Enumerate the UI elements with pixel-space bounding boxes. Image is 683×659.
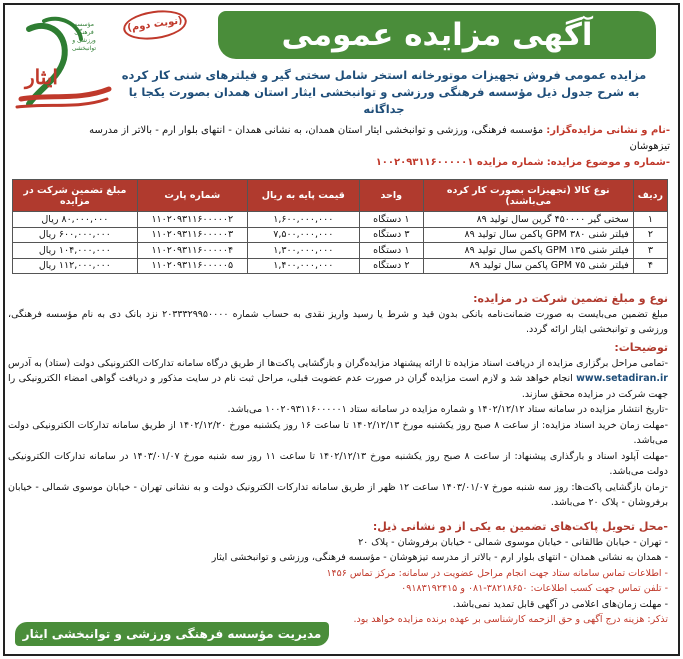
cell: ۳ دستگاه — [359, 227, 423, 243]
note-3: -مهلت زمان خرید اسناد مزایده: از ساعت ۸ صبح روز یکشنبه مورخ ۱۴۰۲/۱۲/۱۳ تا ساعت ۱۶ روز یکشنبه مورخ ۱۴۰۲/۱۲/۲۰ از طریق سامانه تدارکات الکترونیکی دولت می‌باشد. — [8, 419, 668, 446]
cell: ۸۰,۰۰۰,۰۰۰ ریال — [13, 212, 138, 228]
table-header-row — [13, 180, 668, 212]
logo-emblem-icon — [9, 9, 119, 113]
cell: ۱۱۰۲۰۹۳۱۱۶۰۰۰۰۰۵ — [137, 258, 247, 274]
organizer-value: مؤسسه فرهنگی، ورزشی و توانبخشی ایثار استان همدان، به نشانی همدان - انتهای بلوار ارم - بالاتر از مدرسه تیزهوشان — [89, 125, 670, 152]
cell: ۱ — [633, 212, 667, 228]
header — [5, 5, 678, 116]
deadline-note: - مهلت زمان‌های اعلامی در آگهی قابل تمدید نمی‌باشد. — [452, 598, 668, 610]
cell: فیلتر شنی ۳۸۰ GPM پاکمن سال تولید ۸۹ — [423, 227, 633, 243]
logo — [9, 9, 119, 113]
subject-label: -شماره و موضوع مزایده: — [546, 157, 670, 168]
setad-link[interactable]: www.setadiran.ir — [576, 373, 668, 384]
subtitle-line-1: مزایده عمومی فروش تجهیزات موتورخانه استخر شامل سختی گیر و فیلترهای شنی کار کرده — [121, 68, 647, 82]
col-part-number: شماره پارت — [137, 180, 247, 212]
cell: ۲ دستگاه — [359, 258, 423, 274]
note-1 — [8, 356, 668, 403]
logo-subtitle: مؤسسه فرهنگی ورزشی و توانبخشی — [71, 21, 97, 52]
organizer-info — [75, 123, 670, 171]
table-row — [13, 227, 668, 243]
cell: ۱۱۰۲۰۹۳۱۱۶۰۰۰۰۰۴ — [137, 243, 247, 259]
logo-text: ایثار — [25, 65, 58, 89]
cell: ۱۱۰۲۰۹۳۱۱۶۰۰۰۰۰۳ — [137, 227, 247, 243]
cell: ۱۱۲,۰۰۰,۰۰۰ ریال — [13, 258, 138, 274]
cell: ۱ دستگاه — [359, 212, 423, 228]
cell: سختی گیر ۴۵۰۰۰۰ گرین سال تولید ۸۹ — [423, 212, 633, 228]
notes-section — [8, 340, 668, 511]
notes-title: توضیحات: — [614, 341, 668, 354]
cell: ۱۰۴,۰۰۰,۰۰۰ ریال — [13, 243, 138, 259]
organizer-row — [75, 123, 670, 155]
note-5: -زمان بازگشایی پاکت‌ها: روز سه شنبه مورخ ۱۴۰۳/۰۱/۰۷ ساعت ۱۲ ظهر از طریق سامانه تدارکات الکترونیک دولت و به نشانی تهران - خیابان موسوی شمالی - خیابان برفروشان - پلاک ۲۰ می‌باشد. — [8, 481, 668, 508]
subtitle-line-2: به شرح جدول ذیل مؤسسه فرهنگی ورزشی و توانبخشی ایثار استان همدان بصورت یکجا یا جداگانه — [128, 85, 640, 116]
col-base-price: قیمت پایه به ریال — [247, 180, 359, 212]
col-row: ردیف — [633, 180, 667, 212]
col-unit: واحد — [359, 180, 423, 212]
col-guarantee: مبلغ تضمین شرکت در مزایده — [13, 180, 138, 212]
subtitle — [114, 67, 654, 118]
cell: ۱,۴۰۰,۰۰۰,۰۰۰ — [247, 258, 359, 274]
subject-row — [75, 155, 670, 171]
cell: ۱,۶۰۰,۰۰۰,۰۰۰ — [247, 212, 359, 228]
cell: ۶۰۰,۰۰۰,۰۰۰ ریال — [13, 227, 138, 243]
delivery-title: -محل تحویل پاکت‌های تضمین به یکی از دو نشانی ذیل: — [372, 520, 668, 533]
guarantee-section — [8, 291, 668, 338]
round-badge: (نوبت دوم) — [121, 7, 188, 44]
guarantee-title: نوع و مبلغ تضمین شرکت در مزایده: — [473, 292, 668, 305]
cell: ۷,۵۰۰,۰۰۰,۰۰۰ — [247, 227, 359, 243]
delivery-section — [8, 519, 668, 628]
cell: ۱۱۰۲۰۹۳۱۱۶۰۰۰۰۰۲ — [137, 212, 247, 228]
cell: ۴ — [633, 258, 667, 274]
organizer-label: -نام و نشانی مزایده‌گزار: — [546, 125, 670, 136]
cell: ۱,۳۰۰,۰۰۰,۰۰۰ — [247, 243, 359, 259]
cell: ۱ دستگاه — [359, 243, 423, 259]
table-row — [13, 243, 668, 259]
delivery-address-1: - تهران - خیابان طالقانی - خیابان موسوی شمالی - خیابان برفروشان - پلاک ۲۰ — [358, 536, 668, 548]
note-2: -تاریخ انتشار مزایده در سامانه ستاد ۱۴۰۲/۱۲/۱۲ و شماره مزایده در سامانه ستاد ۱۰۰۲۰۹۳۱۱۶۰۰۰۰۰۱ می‌باشد. — [227, 404, 668, 415]
note-4: -مهلت آپلود اسناد و بارگذاری پیشنهاد: از ساعت ۸ صبح روز یکشنبه مورخ ۱۴۰۲/۱۲/۱۳ تا ساعت ۱۱ روز سه شنبه مورخ ۱۴۰۳/۰۱/۰۷ در سامانه تدارکات الکترونیکی دولت می‌باشد. — [8, 450, 668, 477]
cell: فیلتر شنی ۷۵ GPM پاکمن سال تولید ۸۹ — [423, 258, 633, 274]
note-1-text: -تمامی مراحل برگزاری مزایده از دریافت اسناد مزایده تا ارائه پیشنهاد مزایده‌گران و بازگشایی پاکت‌ها از طریق درگاه سامانه تدارکات الکترونیکی دولت (ستاد) به آدرس — [8, 357, 668, 369]
delivery-address-2: - همدان به نشانی همدان - انتهای بلوار ارم - بالاتر از مدرسه تیزهوشان - مؤسسه فرهنگی، ورزشی و توانبخشی ایثار — [211, 552, 668, 563]
note-1b-text: انجام خواهد شد و لازم است مزایده گران در صورت عدم عضویت قبلی، مراحل ثبت نام در سایت مذکور و دریافت گواهی امضاء الکترونیکی را جهت شرکت در مزایده محقق سازند. — [8, 373, 668, 400]
col-item: نوع کالا (تجهیزات بصورت کار کرده می‌باشند) — [423, 180, 633, 212]
subject-value: شماره مزایده ۱۰۰۲۰۹۳۱۱۶۰۰۰۰۰۱ — [375, 157, 544, 168]
table-row — [13, 258, 668, 274]
advertisement-frame — [3, 3, 680, 656]
cell: فیلتر شنی ۱۳۵ GPM پاکمن سال تولید ۸۹ — [423, 243, 633, 259]
footer-banner: مدیریت مؤسسه فرهنگی ورزشی و توانبخشی ایثار — [15, 622, 329, 646]
cell: ۲ — [633, 227, 667, 243]
cell: ۳ — [633, 243, 667, 259]
cost-note: تذکر: هزینه درج آگهی و حق الزحمه کارشناسی بر عهده برنده مزایده خواهد بود. — [353, 614, 668, 625]
page-title: آگهی مزایده عمومی — [218, 11, 656, 59]
items-table — [12, 179, 668, 274]
contact-phone: - تلفن تماس جهت کسب اطلاعات: ۳۸۲۱۸۶۵۰-۰۸۱ و ۰۹۱۸۳۱۹۲۴۱۵ — [401, 583, 668, 594]
guarantee-text: مبلغ تضمین می‌بایست به صورت ضمانت‌نامه بانکی بدون قید و شرط یا رسید واریز نقدی به حساب شماره ۲۰۳۳۳۲۹۹۵۰۰۰۰ نزد بانک دی به نام مؤسسه فرهنگی، ورزشی و توانبخشی ایثار ارائه گردد. — [8, 308, 668, 335]
table-row — [13, 212, 668, 228]
contact-setad: - اطلاعات تماس سامانه ستاد جهت انجام مراحل عضویت در سامانه: مرکز تماس ۱۴۵۶ — [326, 567, 668, 579]
